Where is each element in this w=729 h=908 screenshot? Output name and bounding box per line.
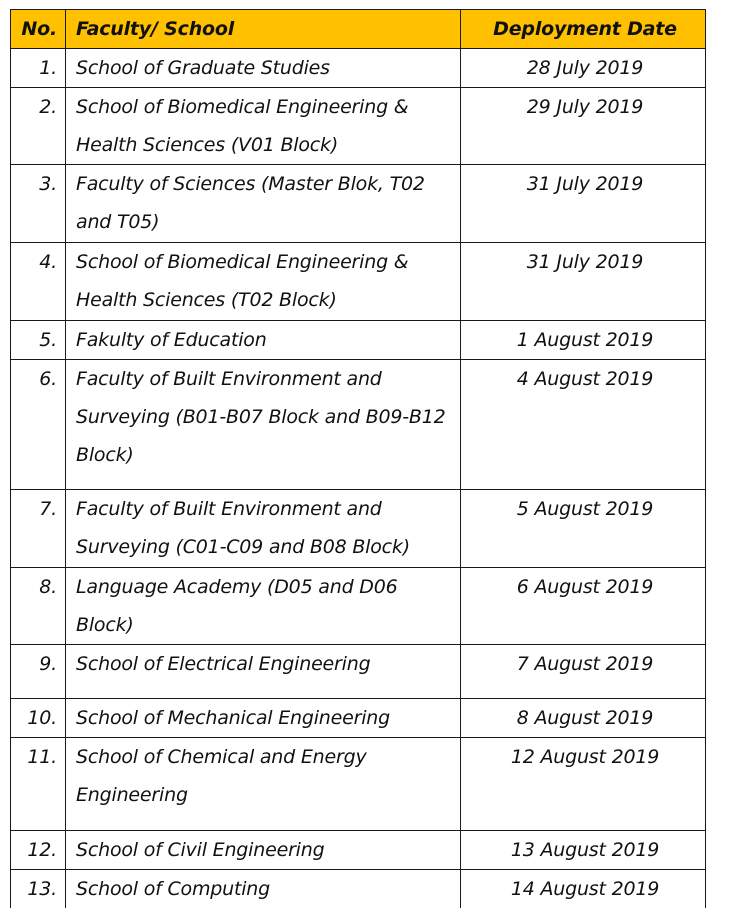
table-body	[11, 49, 706, 908]
row-number: 9.	[11, 645, 66, 699]
row-date: 8 August 2019	[461, 699, 706, 738]
row-faculty: School of Mechanical Engineering	[66, 699, 461, 738]
row-faculty: School of Biomedical Engineering & Health Sciences (T02 Block)	[66, 243, 461, 321]
table-row	[11, 738, 706, 831]
row-date: 31 July 2019	[461, 165, 706, 243]
table-row	[11, 88, 706, 165]
row-number: 11.	[11, 738, 66, 831]
table-row	[11, 360, 706, 490]
row-number: 7.	[11, 490, 66, 568]
row-number: 13.	[11, 870, 66, 908]
row-date: 28 July 2019	[461, 49, 706, 88]
header-no: No.	[11, 10, 66, 49]
table-row	[11, 49, 706, 88]
row-faculty: School of Graduate Studies	[66, 49, 461, 88]
row-number: 3.	[11, 165, 66, 243]
row-date: 14 August 2019	[461, 870, 706, 908]
row-number: 8.	[11, 568, 66, 645]
row-faculty: Faculty of Built Environment and Surveying (B01-B07 Block and B09-B12 Block)	[66, 360, 461, 490]
table-row	[11, 321, 706, 360]
row-date: 29 July 2019	[461, 88, 706, 165]
deployment-schedule-table	[10, 9, 706, 908]
row-date: 7 August 2019	[461, 645, 706, 699]
row-faculty: Language Academy (D05 and D06 Block)	[66, 568, 461, 645]
row-faculty: Fakulty of Education	[66, 321, 461, 360]
row-date: 5 August 2019	[461, 490, 706, 568]
row-date: 1 August 2019	[461, 321, 706, 360]
row-faculty: Faculty of Built Environment and Surveying (C01-C09 and B08 Block)	[66, 490, 461, 568]
table-row	[11, 243, 706, 321]
row-faculty: School of Chemical and Energy Engineering	[66, 738, 461, 831]
table-row	[11, 645, 706, 699]
row-date: 6 August 2019	[461, 568, 706, 645]
row-faculty: School of Electrical Engineering	[66, 645, 461, 699]
row-number: 10.	[11, 699, 66, 738]
row-date: 4 August 2019	[461, 360, 706, 490]
table-row	[11, 568, 706, 645]
table-row	[11, 490, 706, 568]
header-deployment-date: Deployment Date	[461, 10, 706, 49]
row-number: 4.	[11, 243, 66, 321]
table-header	[11, 10, 706, 49]
row-faculty: Faculty of Sciences (Master Blok, T02 and T05)	[66, 165, 461, 243]
row-faculty: School of Computing	[66, 870, 461, 908]
header-faculty: Faculty/ School	[66, 10, 461, 49]
header-row	[11, 10, 706, 49]
row-number: 6.	[11, 360, 66, 490]
table-row	[11, 699, 706, 738]
table-row	[11, 870, 706, 908]
row-date: 13 August 2019	[461, 831, 706, 870]
table-row	[11, 831, 706, 870]
row-date: 12 August 2019	[461, 738, 706, 831]
row-number: 12.	[11, 831, 66, 870]
row-number: 1.	[11, 49, 66, 88]
row-faculty: School of Biomedical Engineering & Health Sciences (V01 Block)	[66, 88, 461, 165]
row-number: 2.	[11, 88, 66, 165]
row-number: 5.	[11, 321, 66, 360]
row-date: 31 July 2019	[461, 243, 706, 321]
row-faculty: School of Civil Engineering	[66, 831, 461, 870]
table-row	[11, 165, 706, 243]
